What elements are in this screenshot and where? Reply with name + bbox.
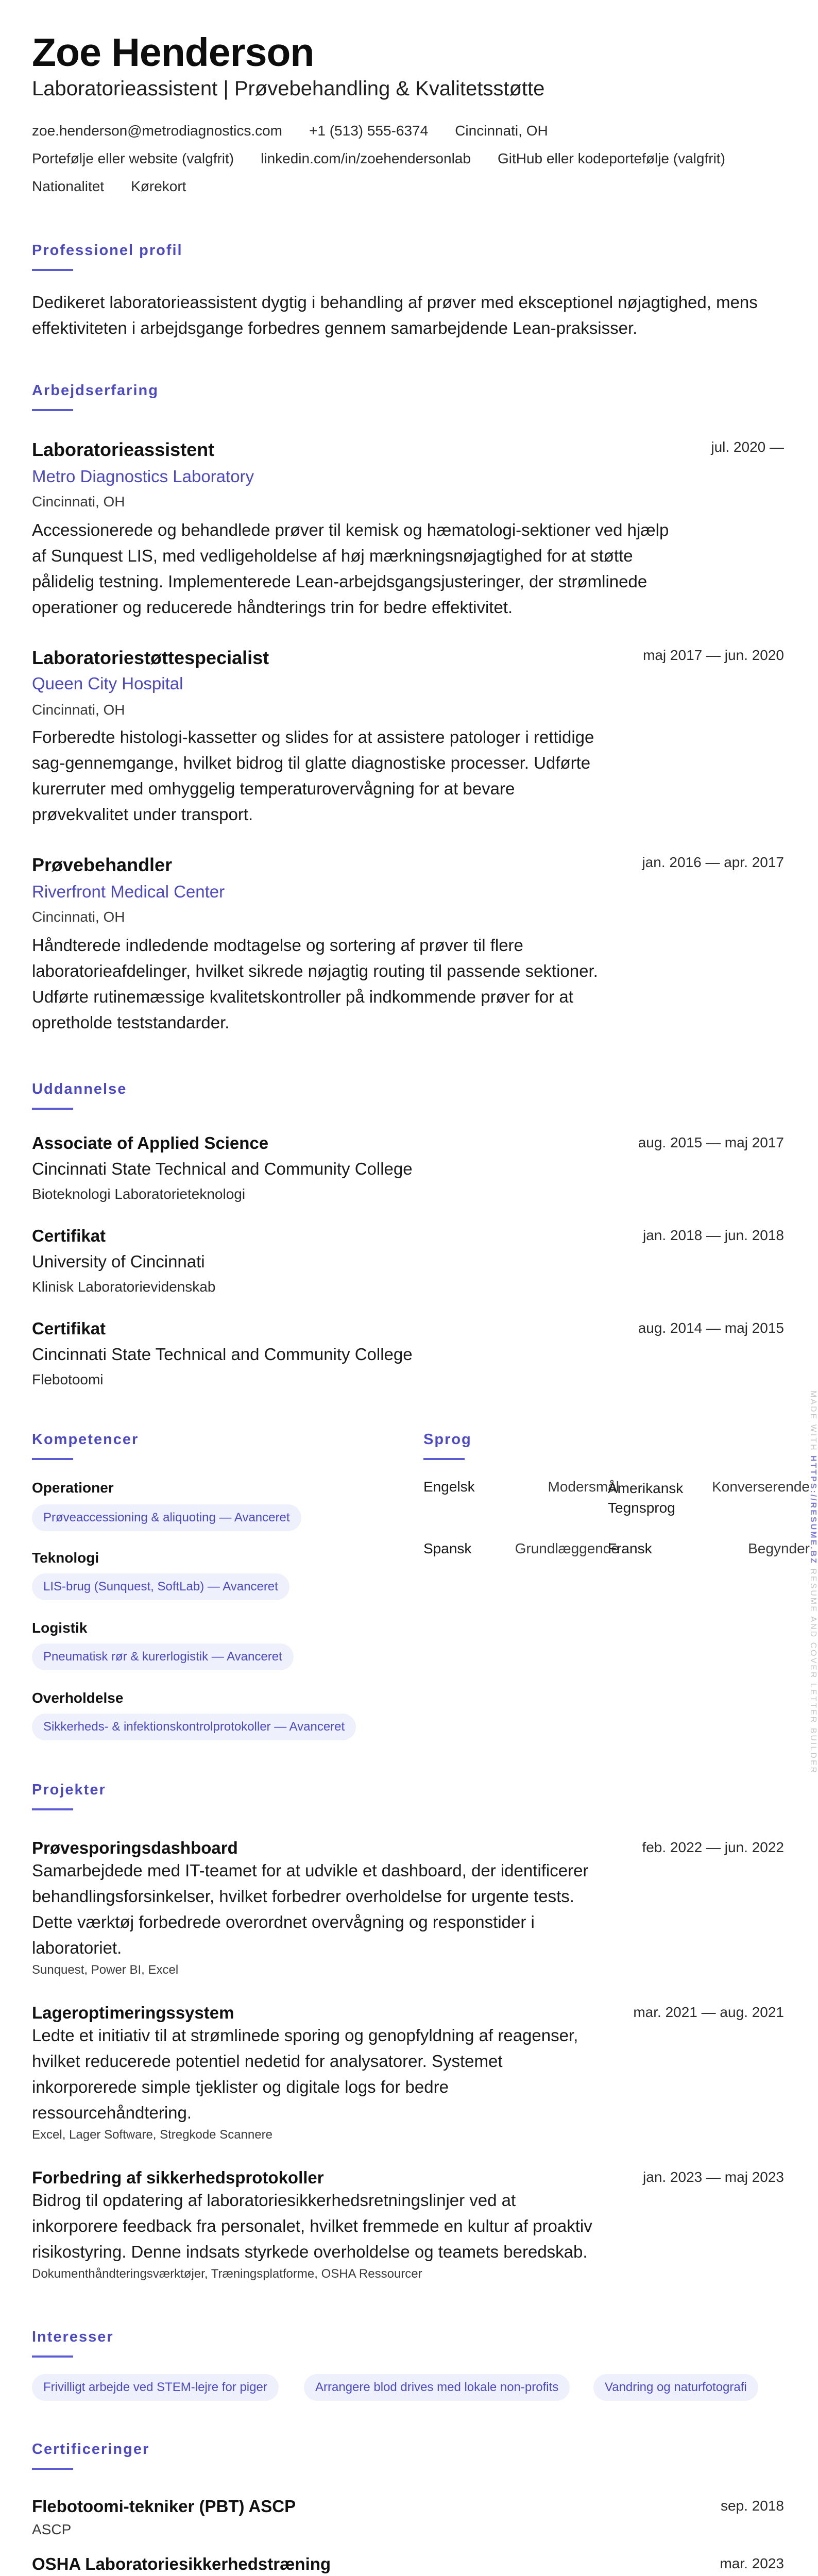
project-title: Prøvesporingsdashboard xyxy=(32,1838,238,1857)
language-name: Amerikansk Tegnsprog xyxy=(608,1480,684,1516)
certification-date: sep. 2018 xyxy=(721,2498,784,2514)
education-field: Bioteknologi Laboratorieteknologi xyxy=(32,1186,246,1202)
job-employer: Riverfront Medical Center xyxy=(32,882,225,901)
job-description: Forberedte histologi-kassetter og slides for at assistere patologer i rettidige sag-gennemgange, hvilket bidrog til glatte diagnostiske processer. Udførte kurerruter med omhyggelig temperaturovervågning for at bevare prøvekvalitet under transport. xyxy=(32,727,594,824)
project-tools: Sunquest, Power BI, Excel xyxy=(32,1963,179,1977)
project-description: Samarbejdede med IT-teamet for at udvikle et dashboard, der identificerer behandlingsforsinkelser, hvilket forbedrer overholdelse for urgente tests. Dette værktøj forbedrede overordnet overvågning og responstider i laboratoriet. xyxy=(32,1861,589,1957)
project-date: mar. 2021 — aug. 2021 xyxy=(633,2004,784,2020)
language-name: Spansk xyxy=(423,1540,472,1556)
project-date: jan. 2023 — maj 2023 xyxy=(643,2169,784,2185)
made-with-sidebar xyxy=(807,1391,818,1775)
interest-pill: Vandring og naturfotografi xyxy=(593,2374,758,2401)
job-date: maj 2017 — jun. 2020 xyxy=(643,647,784,663)
skill-pill: Pneumatisk rør & kurerlogistik — Avanceret xyxy=(32,1643,294,1670)
section-title-projects: Projekter xyxy=(32,1782,106,1798)
project-date: feb. 2022 — jun. 2022 xyxy=(642,1839,784,1855)
job-employer: Metro Diagnostics Laboratory xyxy=(32,467,254,486)
job-location: Cincinnati, OH xyxy=(32,909,125,925)
section-divider xyxy=(32,269,73,271)
section-title-skills: Kompetencer xyxy=(32,1431,139,1448)
section-divider xyxy=(32,1108,73,1110)
job-title: Laboratoriestøttespecialist xyxy=(32,647,269,668)
headline: Laboratorieassistent | Prøvebehandling & Kvalitetsstøtte xyxy=(32,77,545,100)
skill-pill: Sikkerheds- & infektionskontrolprotokoller — Avanceret xyxy=(32,1714,356,1740)
section-divider xyxy=(32,1458,73,1460)
education-field: Flebotoomi xyxy=(32,1371,104,1387)
project-title: Lageroptimeringssystem xyxy=(32,2003,234,2022)
education-degree: Certifikat xyxy=(32,1319,106,1338)
drivers-license: Kørekort xyxy=(131,178,186,194)
education-date: aug. 2014 — maj 2015 xyxy=(638,1320,784,1336)
job-location: Cincinnati, OH xyxy=(32,494,125,510)
section-divider xyxy=(32,2468,73,2470)
section-title-education: Uddannelse xyxy=(32,1081,127,1097)
job-title: Laboratorieassistent xyxy=(32,439,215,460)
skill-pill: Prøveaccessioning & aliquoting — Avanceret xyxy=(32,1504,301,1531)
certification-issuer: ASCP xyxy=(32,2521,72,2537)
education-date: jan. 2018 — jun. 2018 xyxy=(643,1227,784,1243)
interest-pill: Frivilligt arbejde ved STEM-lejre for piger xyxy=(32,2374,279,2401)
section-divider xyxy=(32,2355,73,2358)
certification-name: OSHA Laboratoriesikkerhedstræning xyxy=(32,2554,331,2573)
certification-name: Flebotoomi-tekniker (PBT) ASCP xyxy=(32,2497,296,2516)
language-name: Engelsk xyxy=(423,1479,475,1495)
skill-category: Operationer xyxy=(32,1480,114,1496)
skill-category: Teknologi xyxy=(32,1550,99,1566)
job-date: jan. 2016 — apr. 2017 xyxy=(642,854,784,870)
email-link[interactable]: zoe.henderson@metrodiagnostics.com xyxy=(32,123,283,139)
candidate-name: Zoe Henderson xyxy=(32,30,314,75)
job-location: Cincinnati, OH xyxy=(32,702,125,718)
job-description: Håndterede indledende modtagelse og sortering af prøver til flere laboratorieafdelinger, hvilket sikrede nøjagtig routing til passende sektioner. Udførte rutinemæssige kvalitetskontroller på indkommende prøver for at opretholde teststandarder. xyxy=(32,936,598,1032)
education-degree: Associate of Applied Science xyxy=(32,1133,269,1153)
section-divider xyxy=(32,409,73,411)
contact-row-2 xyxy=(32,150,725,167)
education-field: Klinisk Laboratorievidenskab xyxy=(32,1279,216,1295)
language-level: Konverserende xyxy=(712,1479,810,1495)
project-description: Ledte et initiativ til at strømlinede sporing og genopfyldning af reagenser, hvilket reducerede potentiel nedetid for analysatorer. Systemet inkorporerede simple tjeklister og digitale logs for bedre ressourcehåndtering. xyxy=(32,2026,578,2122)
section-divider xyxy=(32,1808,73,1810)
contact-row-1 xyxy=(32,123,548,139)
education-degree: Certifikat xyxy=(32,1226,106,1245)
nationality: Nationalitet xyxy=(32,178,105,194)
skill-category: Logistik xyxy=(32,1620,88,1636)
education-institution: University of Cincinnati xyxy=(32,1252,205,1271)
project-tools: Excel, Lager Software, Stregkode Scannere xyxy=(32,2128,272,2142)
language-name: Fransk xyxy=(608,1540,652,1556)
contact-row-3 xyxy=(32,178,186,195)
profile-summary: Dedikeret laboratorieassistent dygtig i behandling af prøver med eksceptionel nøjagtighed, mens effektiviteten i arbejdsgange forbedres gennem samarbejdende Lean-praksisser. xyxy=(32,293,758,337)
job-date: jul. 2020 — xyxy=(711,439,784,455)
project-description: Bidrog til opdatering af laboratoriesikkerhedsretningslinjer ved at inkorporere feedback fra personalet, hvilket fremmede en kultur af proaktiv risikostyring. Denne indsats styrkede overholdelse og teamets beredskab. xyxy=(32,2191,592,2261)
project-tools: Dokumenthåndteringsværktøjer, Træningsplatforme, OSHA Ressourcer xyxy=(32,2267,422,2281)
interest-pill: Arrangere blod drives med lokale non-profits xyxy=(304,2374,570,2401)
language-level: Begynder xyxy=(748,1540,810,1556)
location: Cincinnati, OH xyxy=(455,123,548,139)
skill-pill: LIS-brug (Sunquest, SoftLab) — Avanceret xyxy=(32,1573,289,1600)
resume-bz-link[interactable]: HTTPS://RESUME.BZ xyxy=(809,1455,817,1565)
section-title-experience: Arbejdserfaring xyxy=(32,382,159,399)
section-title-certifications: Certificeringer xyxy=(32,2441,150,2458)
language-level: Grundlæggende xyxy=(515,1540,619,1556)
education-institution: Cincinnati State Technical and Community College xyxy=(32,1345,413,1364)
section-title-languages: Sprog xyxy=(423,1431,472,1448)
education-institution: Cincinnati State Technical and Community College xyxy=(32,1159,413,1178)
section-title-profile: Professionel profil xyxy=(32,242,183,259)
job-title: Prøvebehandler xyxy=(32,854,173,875)
phone-link[interactable]: +1 (513) 555-6374 xyxy=(309,123,429,139)
made-with-text: MADE WITH HTTPS://RESUME.BZ RESUME AND COVER LETTER BUILDER xyxy=(809,1391,817,1775)
linkedin-link[interactable]: linkedin.com/in/zoehendersonlab xyxy=(261,150,471,166)
section-divider xyxy=(423,1458,465,1460)
certification-date: mar. 2023 xyxy=(720,2555,784,2571)
project-title: Forbedring af sikkerhedsprotokoller xyxy=(32,2168,324,2187)
education-date: aug. 2015 — maj 2017 xyxy=(638,1134,784,1150)
portfolio-link[interactable]: Portefølje eller website (valgfrit) xyxy=(32,150,234,166)
skill-category: Overholdelse xyxy=(32,1690,124,1706)
job-description: Accessionerede og behandlede prøver til kemisk og hæmatologi-sektioner ved hjælp af Sunquest LIS, med vedligeholdelse af høj mærkningsnøjagtighed for at støtte pålidelig testning. Implementerede Lean-arbejdsgangsjusteringer, der strømlinede operationer og reducerede håndterings trin for bedre effektivitet. xyxy=(32,520,669,617)
language-level: Modersmål xyxy=(548,1479,619,1495)
github-link[interactable]: GitHub eller kodeportefølje (valgfrit) xyxy=(497,150,725,166)
job-employer: Queen City Hospital xyxy=(32,674,183,693)
section-title-interests: Interesser xyxy=(32,2329,114,2345)
